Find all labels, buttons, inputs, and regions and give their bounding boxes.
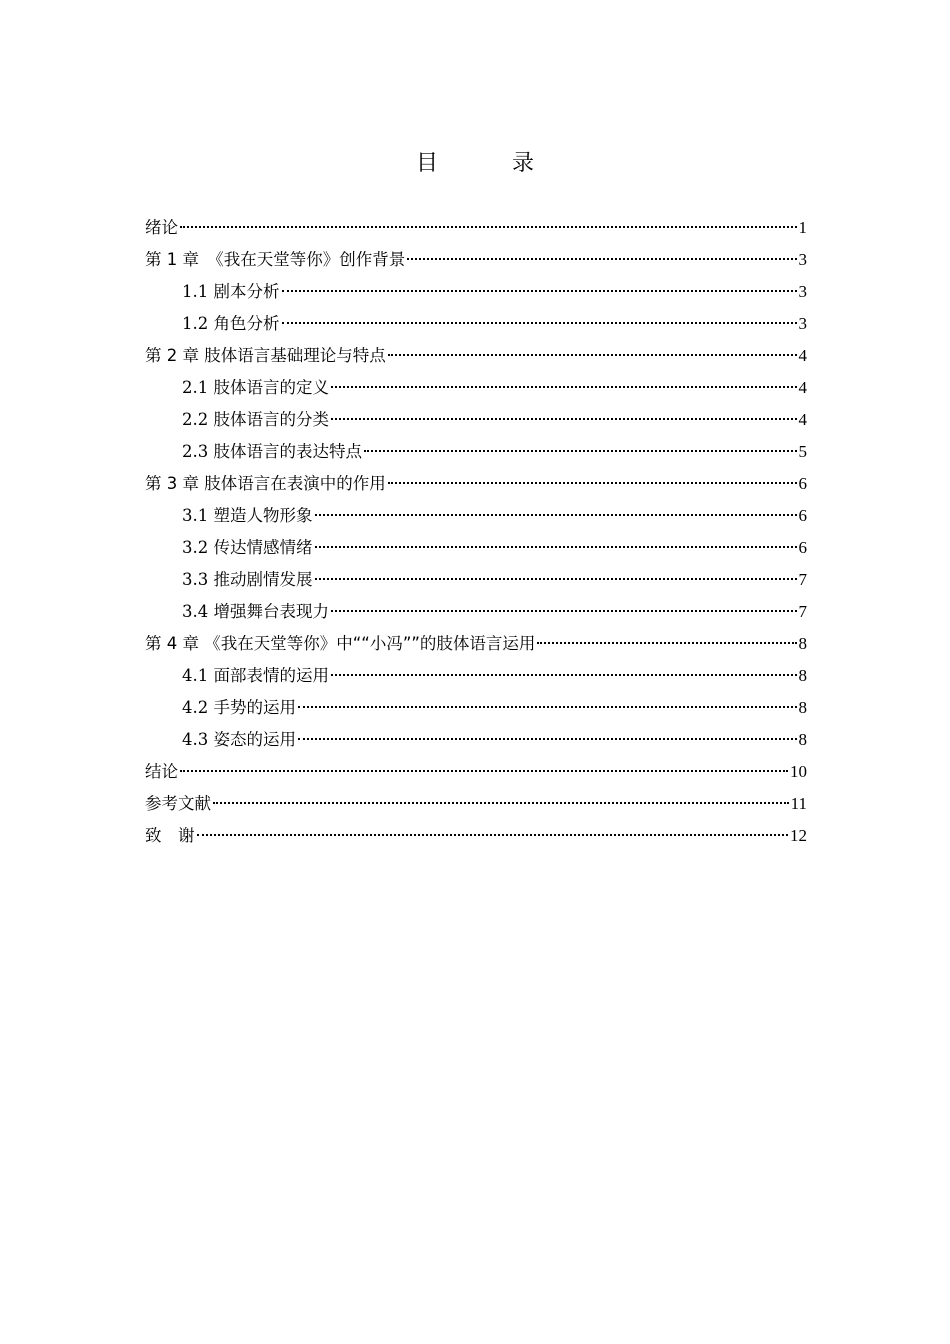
toc-entry-page: 8 <box>798 666 807 685</box>
toc-entry-label: 绪论 <box>145 218 178 237</box>
toc-entry-label: 第 4 章 《我在天堂等你》中““小冯””的肢体语言运用 <box>145 634 536 653</box>
toc-entry-page: 6 <box>798 474 807 493</box>
toc-entry[interactable] <box>145 756 807 788</box>
toc-entry[interactable] <box>145 724 807 756</box>
toc-entry[interactable] <box>145 628 807 660</box>
toc-leader-dots <box>197 834 789 836</box>
toc-leader-dots <box>315 546 797 548</box>
toc-entry[interactable] <box>145 500 807 532</box>
toc-entry-page: 6 <box>798 506 807 525</box>
toc-entry[interactable] <box>145 372 807 404</box>
toc-title: 目 录 <box>415 151 560 176</box>
toc-entry-page: 7 <box>798 602 807 621</box>
toc-entry-label: 第 1 章 《我在天堂等你》创作背景 <box>145 250 406 269</box>
toc-entry-page: 6 <box>798 538 807 557</box>
toc-leader-dots <box>388 354 797 356</box>
toc-leader-dots <box>180 770 788 772</box>
toc-entry[interactable] <box>145 468 807 500</box>
toc-entry[interactable] <box>145 276 807 308</box>
toc-leader-dots <box>388 482 797 484</box>
toc-entry-page: 10 <box>790 762 807 781</box>
toc-entry[interactable] <box>145 660 807 692</box>
toc-entry-label: 1.2 角色分析 <box>182 314 280 333</box>
toc-entry-page: 4 <box>798 378 807 397</box>
toc-entry-label: 3.1 塑造人物形象 <box>182 506 313 525</box>
toc-entry-label: 2.2 肢体语言的分类 <box>182 410 329 429</box>
toc-entry[interactable] <box>145 308 807 340</box>
toc-entry-label: 致 谢 <box>145 826 195 845</box>
toc-entry[interactable] <box>145 596 807 628</box>
toc-entry-page: 12 <box>790 826 807 845</box>
toc-entry-page: 8 <box>798 730 807 749</box>
toc-entry-page: 4 <box>798 410 807 429</box>
toc-entry[interactable] <box>145 404 807 436</box>
toc-entry-label: 2.3 肢体语言的表达特点 <box>182 442 362 461</box>
toc-entry[interactable] <box>145 340 807 372</box>
toc-leader-dots <box>315 514 797 516</box>
toc-entry[interactable] <box>145 820 807 852</box>
toc-entry-page: 8 <box>798 698 807 717</box>
toc-entry-label: 4.2 手势的运用 <box>182 698 296 717</box>
toc-entry-label: 第 3 章 肢体语言在表演中的作用 <box>145 474 386 493</box>
toc-leader-dots <box>213 802 789 804</box>
toc-leader-dots <box>315 578 797 580</box>
toc-entry[interactable] <box>145 788 807 820</box>
toc-entry-page: 3 <box>798 314 807 333</box>
toc-leader-dots <box>298 738 797 740</box>
toc-leader-dots <box>407 258 796 260</box>
toc-entry[interactable] <box>145 212 807 244</box>
toc-leader-dots <box>331 610 797 612</box>
toc-entry-label: 2.1 肢体语言的定义 <box>182 378 329 397</box>
toc-entry-page: 3 <box>798 250 807 269</box>
toc-entry-label: 结论 <box>145 762 178 781</box>
toc-entry-label: 参考文献 <box>145 794 211 813</box>
toc-entry[interactable] <box>145 532 807 564</box>
toc-entry-page: 11 <box>790 794 807 813</box>
toc-entry-label: 3.3 推动剧情发展 <box>182 570 313 589</box>
toc-entry-page: 8 <box>798 634 807 653</box>
toc-entry-label: 3.4 增强舞台表现力 <box>182 602 329 621</box>
toc-entry-label: 4.3 姿态的运用 <box>182 730 296 749</box>
toc-leader-dots <box>331 674 797 676</box>
toc-entry[interactable] <box>145 564 807 596</box>
toc-leader-dots <box>282 290 797 292</box>
toc-leader-dots <box>537 642 796 644</box>
toc-leader-dots <box>331 386 797 388</box>
table-of-contents <box>145 212 807 852</box>
toc-leader-dots <box>364 450 797 452</box>
toc-entry[interactable] <box>145 692 807 724</box>
toc-entry-page: 4 <box>798 346 807 365</box>
toc-leader-dots <box>180 226 797 228</box>
toc-entry-page: 1 <box>798 218 807 237</box>
toc-leader-dots <box>298 706 797 708</box>
toc-entry-page: 3 <box>798 282 807 301</box>
toc-leader-dots <box>282 322 797 324</box>
toc-entry-page: 7 <box>798 570 807 589</box>
toc-entry-label: 4.1 面部表情的运用 <box>182 666 329 685</box>
toc-entry[interactable] <box>145 436 807 468</box>
toc-entry[interactable] <box>145 244 807 276</box>
toc-entry-page: 5 <box>798 442 807 461</box>
toc-entry-label: 3.2 传达情感情绪 <box>182 538 313 557</box>
toc-entry-label: 第 2 章 肢体语言基础理论与特点 <box>145 346 386 365</box>
toc-leader-dots <box>331 418 797 420</box>
toc-entry-label: 1.1 剧本分析 <box>182 282 280 301</box>
